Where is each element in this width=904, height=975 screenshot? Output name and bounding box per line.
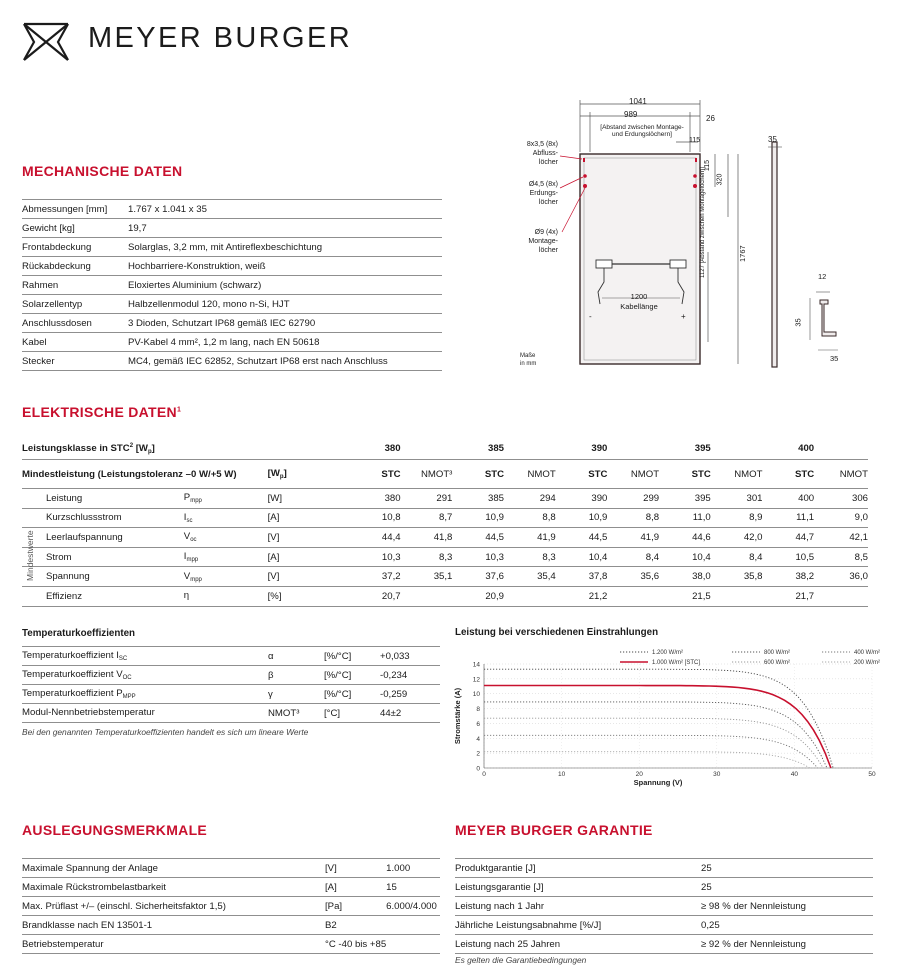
x-tick-label: 10	[557, 771, 566, 778]
electrical-value: 37,2	[349, 567, 401, 587]
ground-holes-line2: Erdungs-	[529, 190, 558, 197]
minus-terminal-label: -	[589, 312, 592, 321]
dim-320-label: 320	[716, 173, 724, 186]
electrical-unit: [W]	[268, 489, 349, 509]
ground-holes-line1: Ø4,5 (8x)	[528, 181, 558, 188]
power-class-unit-end: ]	[151, 442, 155, 454]
drain-holes-line3: löcher	[538, 159, 558, 166]
symbol-text: V	[183, 570, 191, 582]
mechanical-row	[22, 314, 442, 333]
electrical-value: 42,0	[711, 528, 763, 548]
electrical-value: 44,4	[349, 528, 401, 548]
y-tick-label: 14	[472, 661, 480, 669]
mechanical-row	[22, 333, 442, 352]
dim-hole-spacing-label: 989	[624, 110, 638, 119]
mechanical-value: 1.767 x 1.041 x 35	[128, 200, 442, 219]
electrical-row	[22, 489, 868, 509]
design-unit: [A]	[325, 878, 386, 897]
plus-terminal-label: +	[681, 312, 686, 321]
mechanical-label: Solarzellentyp	[22, 295, 128, 314]
ground-holes-label	[518, 180, 558, 207]
dim-1127-note: [Abstand zwischen Montagelöchern]	[700, 167, 706, 264]
warranty-row	[455, 859, 873, 878]
electrical-value: 44,7	[763, 528, 815, 548]
electrical-param-label: Effizienz	[46, 586, 184, 606]
legend-label: 800 W/m²	[764, 650, 791, 656]
electrical-value: 8,4	[607, 547, 659, 567]
electrical-value: 10,9	[556, 508, 608, 528]
electrical-value	[607, 586, 659, 606]
electrical-value: 38,0	[659, 567, 711, 587]
temperature-label	[22, 685, 268, 704]
electrical-value: 10,9	[452, 508, 504, 528]
electrical-value: 10,4	[659, 547, 711, 567]
electrical-value: 37,8	[556, 567, 608, 587]
ground-holes-line3: löcher	[538, 199, 558, 206]
y-tick-label: 6	[476, 720, 480, 728]
brand-name: MEYER BURGER	[88, 22, 353, 54]
electrical-symbol	[184, 567, 268, 587]
mount-holes-label	[518, 228, 558, 255]
col-head-nmot: NMOT³	[420, 468, 453, 480]
warranty-value: 25	[701, 878, 873, 897]
temperature-value: -0,259	[380, 685, 440, 704]
temperature-label-text: Temperaturkoeffizient P	[22, 688, 123, 699]
profile-12-label: 12	[818, 272, 827, 281]
cable-length-value: 1200	[630, 292, 648, 301]
design-row	[22, 935, 440, 954]
design-value: 1.000	[386, 859, 440, 878]
y-tick-label: 2	[476, 750, 480, 758]
y-tick-label: 12	[472, 676, 480, 684]
power-class-label-text: Leistungsklasse in STC	[22, 442, 130, 454]
power-class-400: 400	[798, 443, 815, 454]
electrical-symbol	[184, 508, 268, 528]
cable-length-label	[614, 292, 664, 312]
electrical-value: 10,3	[349, 547, 401, 567]
design-label: Maximale Rückstrombelastbarkeit	[22, 878, 325, 897]
warranty-note: Es gelten die Garantiebedingungen	[455, 955, 587, 965]
design-value: 15	[386, 878, 440, 897]
temperature-label-sub: OC	[122, 675, 132, 681]
mechanical-table	[22, 199, 442, 371]
mechanical-row	[22, 238, 442, 257]
iv-curve-chart	[448, 642, 884, 792]
temperature-symbol: α	[268, 647, 324, 666]
warranty-label: Jährliche Leistungsabnahme [%/J]	[455, 916, 701, 935]
temperature-label-text: Temperaturkoeffizient V	[22, 669, 123, 680]
mechanical-label: Stecker	[22, 352, 128, 371]
y-tick-label: 8	[476, 706, 480, 714]
y-tick-label: 0	[476, 765, 480, 773]
units-note-line1: Maße	[520, 353, 536, 359]
electrical-value: 21,7	[763, 586, 815, 606]
col-head-nmot: NMOT	[630, 468, 660, 480]
col-head-stc: STC	[691, 468, 711, 480]
mechanical-row	[22, 352, 442, 371]
dim-height-label: 1767	[738, 245, 747, 262]
temperature-unit: [%/°C]	[324, 647, 380, 666]
power-class-380: 380	[384, 443, 401, 454]
electrical-value: 35,8	[711, 567, 763, 587]
mechanical-row	[22, 219, 442, 238]
electrical-value: 385	[452, 489, 504, 509]
warranty-table	[455, 858, 873, 954]
electrical-unit: [V]	[268, 528, 349, 548]
series-line	[484, 686, 831, 769]
electrical-value: 10,3	[452, 547, 504, 567]
temperature-value: +0,033	[380, 647, 440, 666]
symbol-text: η	[183, 590, 190, 602]
design-value	[386, 916, 440, 935]
power-class-385: 385	[488, 443, 505, 454]
electrical-value	[504, 586, 556, 606]
electrical-value: 380	[349, 489, 401, 509]
temperature-row	[22, 666, 440, 685]
design-value: 6.000/4.000	[386, 897, 440, 916]
dim-1127-group	[700, 167, 706, 278]
x-tick-label: 30	[713, 771, 721, 778]
mechanical-label: Gewicht [kg]	[22, 219, 128, 238]
electrical-value: 8,8	[607, 508, 659, 528]
symbol-text: V	[183, 531, 191, 543]
electrical-value: 42,1	[814, 528, 868, 548]
electrical-value: 10,5	[763, 547, 815, 567]
mount-holes-line1: Ø9 (4x)	[534, 229, 558, 236]
temperature-label	[22, 666, 268, 685]
x-tick-label: 20	[635, 771, 643, 778]
series-line	[484, 752, 810, 768]
min-power-header-row	[22, 460, 868, 489]
col-head-stc: STC	[794, 468, 815, 480]
electrical-value: 11,1	[763, 508, 815, 528]
design-label: Betriebstemperatur	[22, 935, 325, 954]
montage-note-line1: [Abstand zwischen Montage-	[600, 124, 684, 131]
warranty-row	[455, 935, 873, 954]
mechanical-value: Eloxiertes Aluminium (schwarz)	[128, 276, 442, 295]
y-axis-label: Stromstärke (A)	[453, 687, 462, 745]
symbol-sub: mpp	[186, 557, 199, 564]
electrical-value: 35,1	[401, 567, 453, 587]
mechanical-label: Rückabdeckung	[22, 257, 128, 276]
electrical-param-label: Spannung	[46, 567, 184, 587]
design-value	[386, 935, 440, 954]
power-class-unit: [W	[135, 442, 148, 454]
electrical-param-label: Leerlaufspannung	[46, 528, 184, 548]
electrical-value: 301	[711, 489, 763, 509]
electrical-value: 10,8	[349, 508, 401, 528]
design-unit: B2	[325, 916, 386, 935]
drain-holes-label	[518, 140, 558, 167]
warranty-label: Leistung nach 1 Jahr	[455, 897, 701, 916]
temperature-unit: [%/°C]	[324, 666, 380, 685]
warranty-value: 25	[701, 859, 873, 878]
design-row	[22, 897, 440, 916]
electrical-value: 8,7	[401, 508, 453, 528]
dim-1127-label: 1127	[700, 265, 706, 278]
montage-note-line2: und Erdungslöchern]	[612, 131, 672, 138]
warranty-value: 0,25	[701, 916, 873, 935]
electrical-value: 306	[814, 489, 868, 509]
design-label: Max. Prüflast +/– (einschl. Sicherheitsfaktor 1,5)	[22, 897, 325, 916]
power-class-395: 395	[694, 443, 711, 454]
electrical-row	[22, 547, 868, 567]
electrical-unit: [A]	[268, 547, 349, 567]
x-axis-label: Spannung (V)	[633, 778, 683, 787]
temperature-symbol: γ	[268, 685, 324, 704]
temperature-label-text: Temperaturkoeffizient I	[22, 650, 119, 661]
mechanical-value: Halbzellenmodul 120, mono n-Si, HJT	[128, 295, 442, 314]
warranty-label: Leistungsgarantie [J]	[455, 878, 701, 897]
drain-holes-line1: 8x3,5 (8x)	[526, 141, 558, 148]
symbol-sub: mpp	[190, 498, 202, 505]
legend-label: 1.200 W/m²	[652, 650, 684, 656]
power-class-label	[22, 438, 268, 460]
side-spacer	[22, 586, 46, 606]
electrical-value: 10,4	[556, 547, 608, 567]
electrical-value: 8,8	[504, 508, 556, 528]
temperature-table	[22, 646, 440, 723]
mechanical-row	[22, 295, 442, 314]
electrical-value: 9,0	[814, 508, 868, 528]
warranty-title: MEYER BURGER GARANTIE	[455, 822, 653, 838]
temperature-row	[22, 685, 440, 704]
electrical-value: 36,0	[814, 567, 868, 587]
temperature-symbol: NMOT³	[268, 704, 324, 723]
design-title: AUSLEGUNGSMERKMALE	[22, 822, 208, 838]
electrical-value: 41,9	[607, 528, 659, 548]
mechanical-value: Hochbarriere-Konstruktion, weiß	[128, 257, 442, 276]
chart-title: Leistung bei verschiedenen Einstrahlungen	[455, 627, 659, 638]
electrical-value: 299	[607, 489, 659, 509]
col-head-stc: STC	[381, 468, 401, 480]
temperature-row	[22, 704, 440, 723]
warranty-value: ≥ 98 % der Nennleistung	[701, 897, 873, 916]
electrical-unit: [%]	[268, 586, 349, 606]
warranty-value: ≥ 92 % der Nennleistung	[701, 935, 873, 954]
series-line	[484, 735, 818, 768]
mechanical-value: PV-Kabel 4 mm², 1,2 m lang, nach EN 50618	[128, 333, 442, 352]
electrical-symbol	[184, 528, 268, 548]
logo-mark-icon	[22, 22, 70, 62]
electrical-value: 400	[763, 489, 815, 509]
dim-115-side-label: 115	[704, 159, 712, 172]
electrical-value	[711, 586, 763, 606]
warranty-label: Produktgarantie [J]	[455, 859, 701, 878]
symbol-text: I	[183, 511, 187, 523]
temperature-unit: [°C]	[324, 704, 380, 723]
electrical-value: 8,9	[711, 508, 763, 528]
cable-length-caption: Kabellänge	[620, 302, 658, 311]
side-spacer	[22, 489, 46, 509]
col-head-stc: STC	[588, 468, 608, 480]
power-class-390: 390	[591, 443, 608, 454]
electrical-value: 35,4	[504, 567, 556, 587]
design-row	[22, 916, 440, 935]
mechanical-row	[22, 200, 442, 219]
brand-logo	[22, 22, 70, 67]
power-class-row	[22, 438, 868, 460]
dim-115-top-label: 115	[689, 137, 701, 144]
series-line	[484, 718, 823, 768]
electrical-value: 21,2	[556, 586, 608, 606]
symbol-sub: oc	[190, 537, 197, 544]
electrical-unit: [A]	[268, 508, 349, 528]
mechanical-title: MECHANISCHE DATEN	[22, 163, 183, 179]
units-note	[520, 352, 536, 368]
temperature-unit: [%/°C]	[324, 685, 380, 704]
x-tick-label: 50	[868, 771, 876, 778]
mechanical-row	[22, 257, 442, 276]
mechanical-label: Kabel	[22, 333, 128, 352]
temperature-label	[22, 647, 268, 666]
y-tick-label: 10	[472, 691, 480, 699]
profile-35-bottom-label: 35	[830, 354, 839, 363]
warranty-row	[455, 878, 873, 897]
electrical-title	[22, 404, 181, 420]
temperature-note: Bei den genannten Temperaturkoeffizienten handelt es sich um lineare Werte	[22, 727, 309, 737]
electrical-value	[814, 586, 868, 606]
symbol-text: I	[183, 551, 187, 563]
mechanical-label: Rahmen	[22, 276, 128, 295]
temperature-value: -0,234	[380, 666, 440, 685]
electrical-symbol	[184, 547, 268, 567]
warranty-row	[455, 897, 873, 916]
electrical-row	[22, 567, 868, 587]
min-power-unit-sub: p	[279, 474, 284, 480]
power-class-unit-sub: p	[147, 448, 152, 455]
electrical-row	[22, 508, 868, 528]
temperature-label-sub: MPP	[122, 694, 136, 700]
electrical-value: 44,5	[556, 528, 608, 548]
electrical-param-label: Kurzschlussstrom	[46, 508, 184, 528]
dim-26-label: 26	[706, 114, 715, 123]
min-power-label: Mindestleistung (Leistungstoleranz –0 W/+5 W)	[22, 468, 237, 480]
electrical-value: 21,5	[659, 586, 711, 606]
electrical-value: 294	[504, 489, 556, 509]
electrical-row	[22, 528, 868, 548]
electrical-symbol	[184, 586, 268, 606]
electrical-value: 8,3	[504, 547, 556, 567]
mechanical-value: 3 Dioden, Schutzart IP68 gemäß IEC 62790	[128, 314, 442, 333]
drain-holes-line2: Abfluss-	[532, 150, 558, 157]
mechanical-value: MC4, gemäß IEC 62852, Schutzart IP68 erst nach Anschluss	[128, 352, 442, 371]
col-head-nmot: NMOT	[527, 468, 556, 480]
montage-note	[594, 124, 690, 138]
electrical-value: 11,0	[659, 508, 711, 528]
y-tick-label: 4	[476, 735, 480, 743]
electrical-value: 41,9	[504, 528, 556, 548]
mechanical-label: Frontabdeckung	[22, 238, 128, 257]
design-unit: °C -40 bis +85	[325, 935, 386, 954]
mount-holes-line2: Montage-	[528, 238, 558, 245]
legend-label: 400 W/m²	[854, 650, 881, 656]
electrical-value: 37,6	[452, 567, 504, 587]
dim-thickness-label: 35	[768, 135, 777, 144]
symbol-sub: sc	[186, 517, 193, 524]
electrical-value: 44,5	[452, 528, 504, 548]
electrical-value	[401, 586, 453, 606]
min-power-unit-end: ]	[283, 468, 287, 479]
electrical-value: 8,4	[711, 547, 763, 567]
electrical-row	[22, 586, 868, 606]
design-label: Maximale Spannung der Anlage	[22, 859, 325, 878]
temperature-label-text: Modul-Nennbetriebstemperatur	[22, 707, 155, 718]
min-power-unit-text: [W	[267, 468, 280, 479]
legend-label: 1.000 W/m² [STC]	[652, 660, 701, 666]
col-head-stc: STC	[484, 468, 505, 480]
symbol-sub: mpp	[190, 576, 202, 583]
temperature-label	[22, 704, 268, 723]
design-label: Brandklasse nach EN 13501-1	[22, 916, 325, 935]
mechanical-row	[22, 276, 442, 295]
electrical-value: 395	[659, 489, 711, 509]
mechanical-value: Solarglas, 3,2 mm, mit Antireflexbeschichtung	[128, 238, 442, 257]
temperature-symbol: β	[268, 666, 324, 685]
design-row	[22, 859, 440, 878]
electrical-title-text: ELEKTRISCHE DATEN	[22, 404, 177, 420]
warranty-label: Leistung nach 25 Jahren	[455, 935, 701, 954]
electrical-value: 35,6	[607, 567, 659, 587]
x-tick-label: 40	[790, 771, 799, 778]
mount-holes-line3: löcher	[538, 247, 558, 254]
power-class-footnote: 2	[129, 442, 134, 449]
electrical-value: 390	[556, 489, 608, 509]
electrical-value: 20,7	[349, 586, 401, 606]
electrical-param-label: Leistung	[46, 489, 184, 509]
design-row	[22, 878, 440, 897]
design-unit: [Pa]	[325, 897, 386, 916]
profile-35-side-label: 35	[793, 318, 803, 327]
temperature-value: 44±2	[380, 704, 440, 723]
temperature-title: Temperaturkoeffizienten	[22, 628, 136, 639]
legend-label: 600 W/m²	[764, 660, 791, 666]
electrical-param-label: Strom	[46, 547, 184, 567]
electrical-value: 38,2	[763, 567, 815, 587]
mechanical-value: 19,7	[128, 219, 442, 238]
legend-label: 200 W/m²	[854, 660, 881, 666]
electrical-value: 44,6	[659, 528, 711, 548]
min-power-unit	[268, 460, 349, 489]
mechanical-label: Anschlussdosen	[22, 314, 128, 333]
design-unit: [V]	[325, 859, 386, 878]
electrical-value: 8,3	[401, 547, 453, 567]
symbol-text: P	[183, 492, 191, 504]
mechanical-label: Abmessungen [mm]	[22, 200, 128, 219]
temperature-label-sub: SC	[118, 656, 128, 662]
electrical-title-footnote: 1	[176, 406, 182, 414]
temperature-row	[22, 647, 440, 666]
electrical-table	[22, 438, 868, 607]
dim-width-label: 1041	[629, 97, 647, 106]
electrical-value: 41,8	[401, 528, 453, 548]
min-values-side-label: Mindestwerte	[25, 530, 35, 581]
col-head-nmot: NMOT	[839, 468, 868, 480]
electrical-value: 291	[401, 489, 453, 509]
electrical-unit: [V]	[268, 567, 349, 587]
electrical-symbol	[184, 489, 268, 509]
x-tick-label: 0	[482, 771, 486, 778]
electrical-value: 8,5	[814, 547, 868, 567]
col-head-nmot: NMOT	[734, 468, 763, 480]
warranty-row	[455, 916, 873, 935]
units-note-line2: in mm	[520, 361, 537, 367]
design-table	[22, 858, 440, 954]
electrical-value: 20,9	[452, 586, 504, 606]
